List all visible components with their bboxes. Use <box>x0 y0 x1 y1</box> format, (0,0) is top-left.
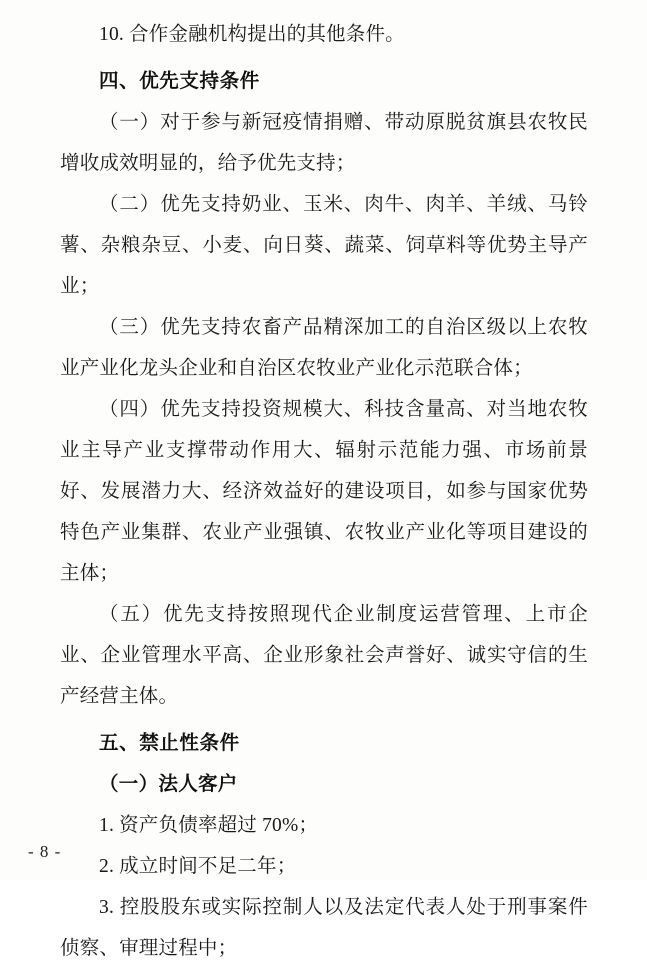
paragraph-section5-item1: 1. 资产负债率超过 70%； <box>99 815 319 836</box>
paragraph-section4-item1: （一）对于参与新冠疫情捐赠、带动原脱贫旗县农牧民增收成效明显的，给予优先支持； <box>60 112 588 174</box>
paragraph-section5-item2: 2. 成立时间不足二年； <box>99 856 297 877</box>
page-number: - 8 - <box>28 842 62 861</box>
paragraph-section4-item5: （五）优先支持按照现代企业制度运营管理、上市企业、企业管理水平高、企业形象社会声誉好、诚实守信的生产经营主体。 <box>60 604 588 707</box>
paragraph-item-10: 10. 合作金融机构提出的其他条件。 <box>99 24 405 45</box>
subsection-heading-legal-entity-client: （一）法人客户 <box>99 774 238 795</box>
document-body <box>60 14 588 969</box>
paragraph-section5-item3: 3. 控股股东或实际控制人以及法定代表人处于刑事案件侦察、审理过程中； <box>60 897 588 959</box>
section-heading-five: 五、禁止性条件 <box>99 733 240 754</box>
paragraph-section4-item3: （三）优先支持农畜产品精深加工的自治区级以上农牧业产业化龙头企业和自治区农牧业产业化示范联合体； <box>60 317 588 379</box>
paragraph-section4-item2: （二）优先支持奶业、玉米、肉牛、肉羊、羊绒、马铃薯、杂粮杂豆、小麦、向日葵、蔬菜、饲草料等优势主导产业； <box>60 194 588 297</box>
section-heading-four: 四、优先支持条件 <box>99 71 260 92</box>
paragraph-section4-item4: （四）优先支持投资规模大、科技含量高、对当地农牧业主导产业支撑带动作用大、辐射示范能力强、市场前景好、发展潜力大、经济效益好的建设项目，如参与国家优势特色产业集群、农业产业强镇、农牧业产业化等项目建设的主体； <box>60 399 588 584</box>
